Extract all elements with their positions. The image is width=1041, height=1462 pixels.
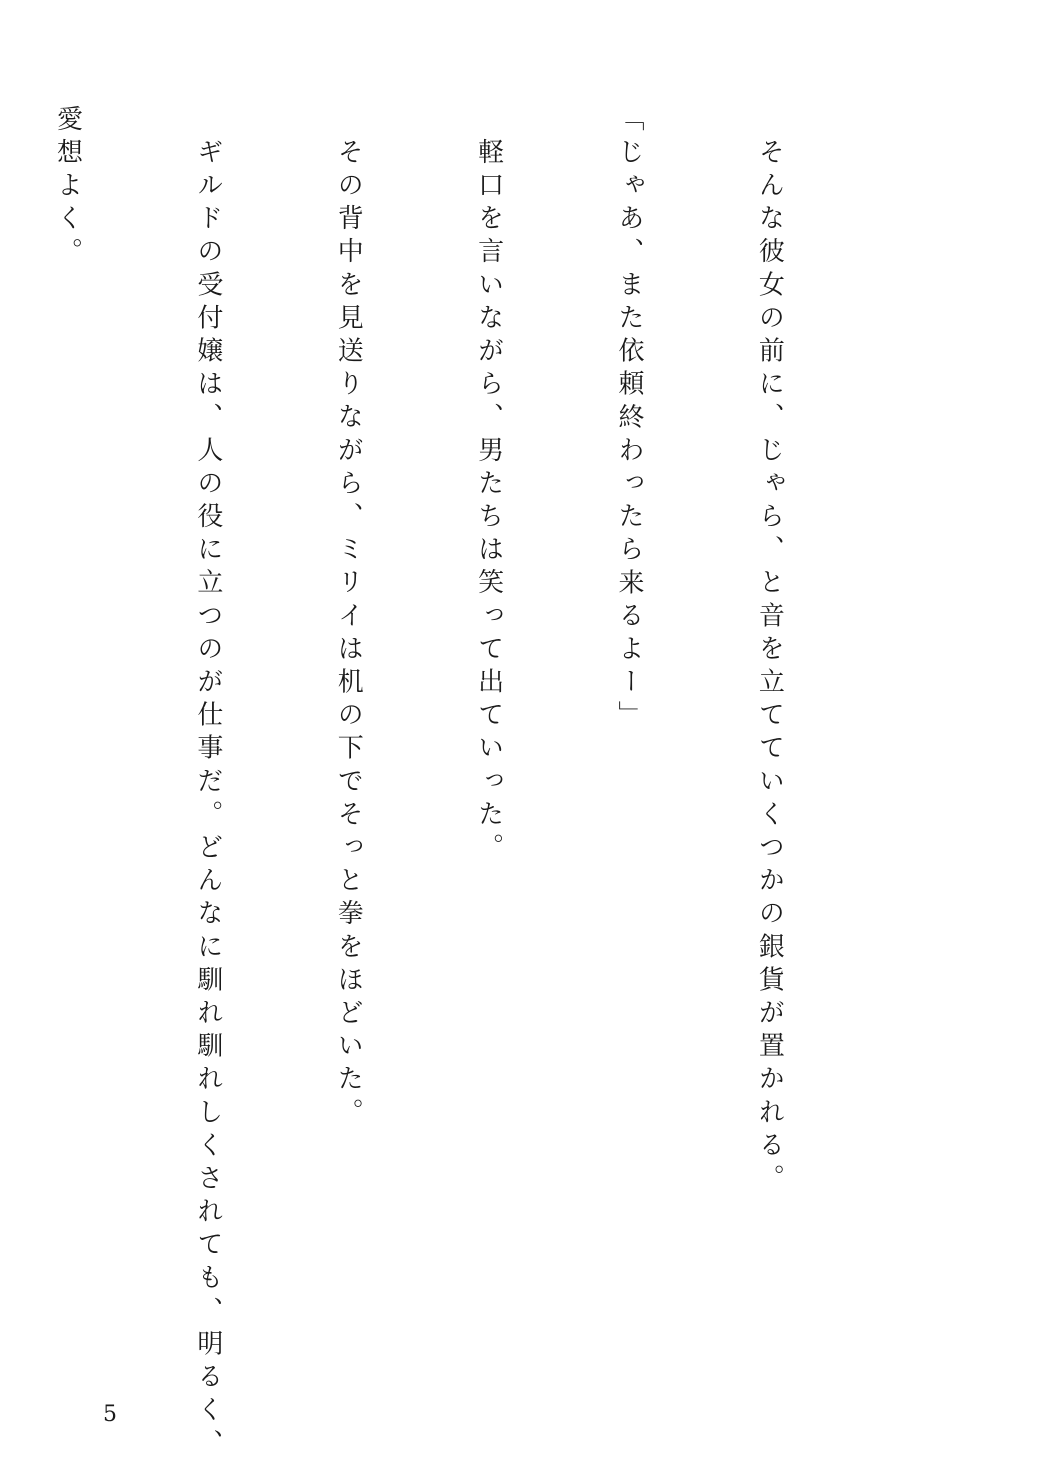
paragraph: 軽口を言いながら、男たちは笑って出ていった。 [473, 138, 504, 867]
paragraph: その背中を見送りながら、ミリイは机の下でそっと拳をほどいた。 [333, 138, 364, 1131]
paragraph: そんな彼女の前に、じゃら、と音を立てていくつかの銀貨が置かれる。 [754, 138, 785, 1198]
paragraph-continuation: 愛想よく。 [52, 105, 83, 271]
vertical-text-body [0, 105, 886, 1462]
page-number: 5 [103, 1402, 117, 1427]
dialogue-line: 「じゃあ、また依頼終わったら来るよー」 [614, 105, 645, 734]
paragraph: ギルドの受付嬢は、人の役に立つのが仕事だ。どんなに馴れ馴れしくされても、明るく、 [192, 138, 223, 1462]
